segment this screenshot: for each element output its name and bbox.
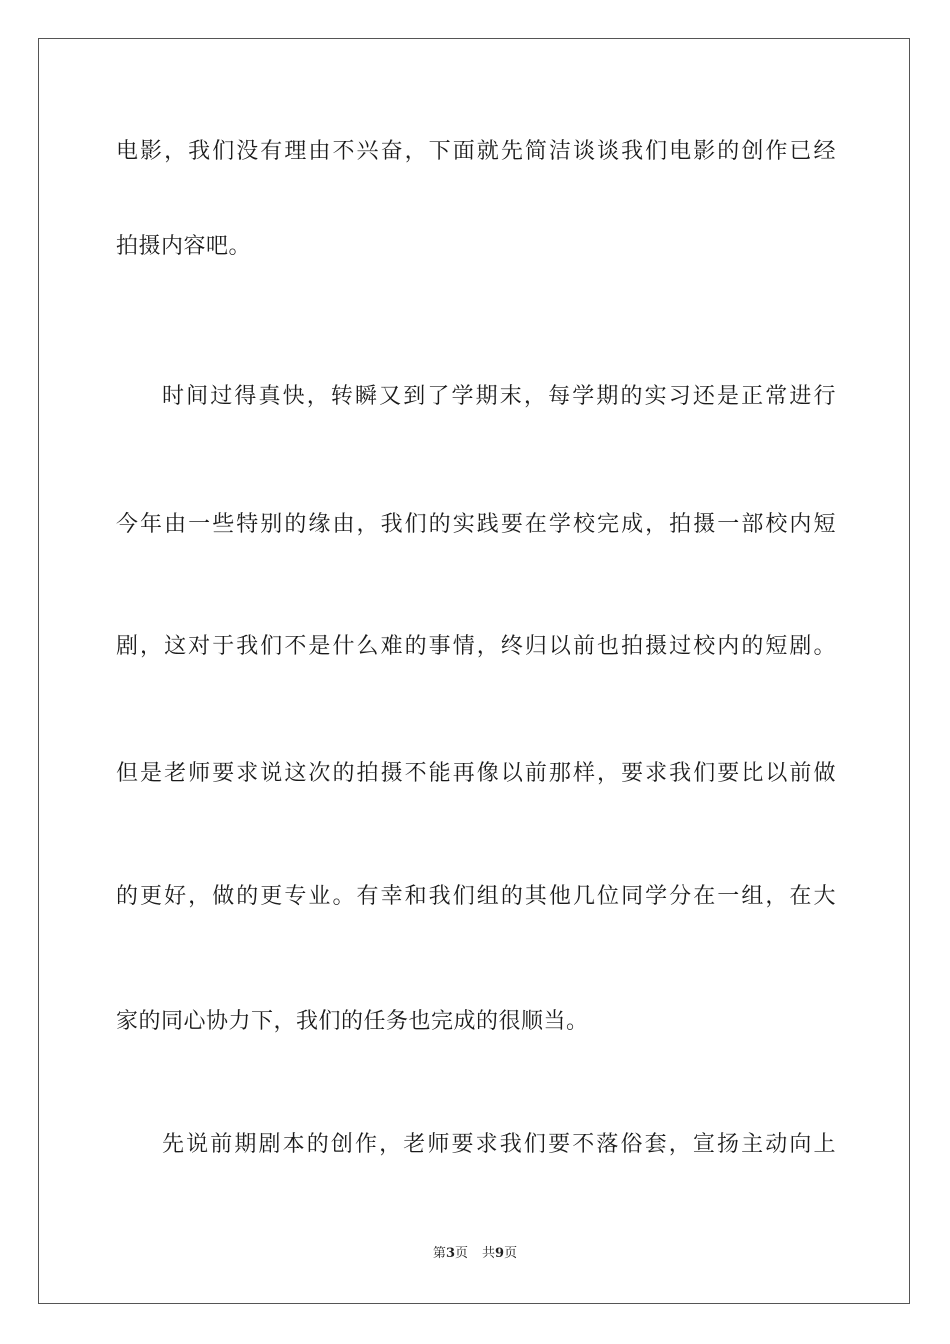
paragraph-first-line: 时间过得真快，转瞬又到了学期末，每学期的实习还是正常进行 [162,384,836,409]
total-suffix: 页 [504,1246,518,1261]
paragraph-first-line: 先说前期剧本的创作，老师要求我们要不落俗套，宣扬主动向上 [162,1132,836,1157]
body-text-line: 但是老师要求说这次的拍摄不能再像以前那样，要求我们要比以前做 [116,761,836,786]
total-prefix: 共 [482,1246,496,1261]
page-footer [0,1246,950,1262]
page-prefix: 第 [432,1246,446,1261]
body-text-line: 家的同心协力下，我们的任务也完成的很顺当。 [116,1009,589,1034]
body-text-line: 拍摄内容吧。 [116,234,252,259]
total-page-number: 9 [495,1246,505,1261]
page-border [38,38,910,1304]
page-suffix: 页 [454,1246,468,1261]
body-text-line: 今年由一些特别的缘由，我们的实践要在学校完成，拍摄一部校内短 [116,512,836,537]
body-text-line: 电影，我们没有理由不兴奋，下面就先简洁谈谈我们电影的创作已经 [116,139,836,164]
current-page-number: 3 [445,1246,455,1261]
body-text-line: 的更好，做的更专业。有幸和我们组的其他几位同学分在一组，在大 [116,884,836,909]
body-text-line: 剧，这对于我们不是什么难的事情，终归以前也拍摄过校内的短剧。 [116,634,836,659]
